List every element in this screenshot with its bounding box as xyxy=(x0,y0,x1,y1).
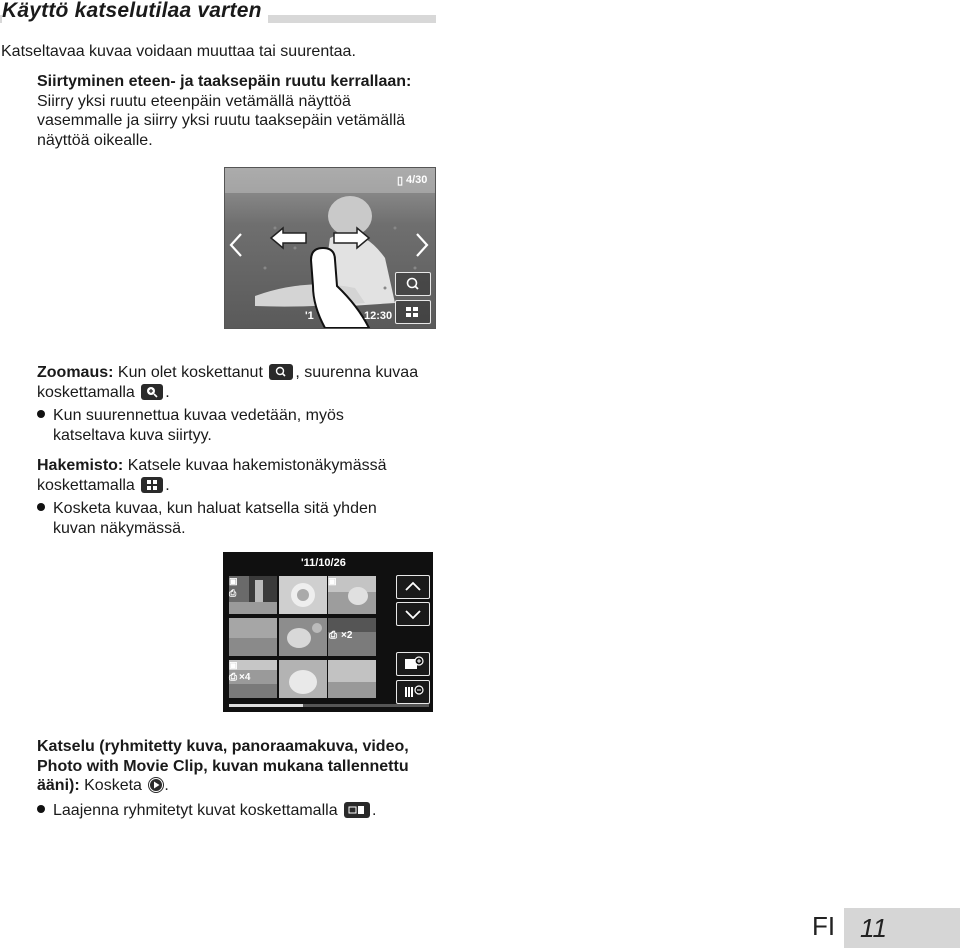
view-line-3-end: . xyxy=(164,777,169,794)
zoom-text-4: . xyxy=(165,383,170,401)
chevron-right-icon[interactable] xyxy=(414,232,430,258)
view-bullet-text: Laajenna ryhmitetyt kuvat koskettamalla xyxy=(53,801,338,819)
bullet-dot xyxy=(37,805,45,813)
view-line-2: Photo with Movie Clip, kuvan mukana tallennettu xyxy=(37,757,409,775)
index-text-2: koskettamalla xyxy=(37,476,135,494)
index-view-button[interactable] xyxy=(395,300,431,324)
thumbnail-8[interactable] xyxy=(279,660,327,698)
index-text-3: . xyxy=(165,476,170,494)
frame-nav-line-2: vasemmalle ja siirry yksi ruutu taaksepäin vetämällä xyxy=(37,112,406,129)
zoom-text-2: , suurenna kuvaa xyxy=(295,364,419,381)
viewing-paragraph xyxy=(37,737,477,820)
frame-nav-paragraph xyxy=(37,72,457,150)
zoom-button[interactable] xyxy=(395,272,431,296)
zoom-title: Zoomaus: xyxy=(37,364,114,381)
page-number-box xyxy=(844,908,960,948)
view-bullet-end: . xyxy=(372,801,377,819)
page-footer xyxy=(812,908,960,948)
frame-nav-title: Siirtyminen eteen- ja taaksepäin ruutu kerrallaan: xyxy=(37,73,412,90)
protect-icon-3: ▣ xyxy=(229,660,238,670)
print-count-badge: ×2 xyxy=(341,630,353,641)
playback-screen-index xyxy=(223,552,433,712)
section-heading xyxy=(0,0,436,28)
frame-counter-icon: ▯ xyxy=(397,175,404,187)
thumbnail-5[interactable] xyxy=(279,618,327,656)
bullet-dot xyxy=(37,503,45,511)
zoom-bullet-line-1: Kun suurennettua kuvaa vedetään, myös xyxy=(53,407,344,424)
zoom-text-1: Kun olet koskettanut xyxy=(117,364,263,381)
protect-icon-2: ▣ xyxy=(328,576,337,586)
date-fragment-2: 6 xyxy=(353,310,360,322)
magnifier-inline-icon xyxy=(269,364,293,380)
playback-screen-single xyxy=(224,167,436,329)
print-order-icon-2: ⎙ xyxy=(329,630,337,641)
thumbnail-2[interactable] xyxy=(279,576,327,614)
single-view-zoom-icon xyxy=(397,653,429,675)
print-order-icon: ⎙ xyxy=(229,588,237,598)
frame-nav-line-1: Siirry yksi ruutu eteenpäin vetämällä näyttöä xyxy=(37,92,351,110)
zoom-in-inline-icon xyxy=(141,384,163,400)
index-bullet-line-2: kuvan näkymässä. xyxy=(53,519,186,537)
view-line-3-text: Kosketa xyxy=(84,777,142,794)
play-inline-icon xyxy=(148,777,164,793)
print-order-icon-3: ⎙ xyxy=(229,672,237,683)
page-number: 11 xyxy=(860,913,887,943)
zoom-in-index-button[interactable] xyxy=(396,652,430,676)
index-bullet-line-1: Kosketa kuvaa, kun haluat katsella sitä yhden xyxy=(53,500,377,517)
intro-text: Katseltavaa kuvaa voidaan muuttaa tai suurentaa. xyxy=(1,43,356,60)
expand-group-inline-icon xyxy=(344,802,370,818)
language-code: FI xyxy=(812,911,836,941)
heading-text: Käyttö katselutilaa varten xyxy=(2,0,268,23)
index-date: '11/10/26 xyxy=(301,557,346,569)
date-fragment: '1 xyxy=(305,310,314,322)
index-grid-inline-icon xyxy=(141,477,163,493)
scroll-down-button[interactable] xyxy=(396,602,430,626)
index-paragraph xyxy=(37,456,457,538)
index-grid-icon xyxy=(396,301,430,323)
view-line-1: Katselu (ryhmitetty kuva, panoraamakuva, video, xyxy=(37,738,409,755)
index-title: Hakemisto: xyxy=(37,457,124,474)
index-text-1: Katsele kuvaa hakemistonäkymässä xyxy=(127,457,387,474)
chevron-left-icon[interactable] xyxy=(228,232,244,258)
thumbnail-9[interactable] xyxy=(328,660,376,698)
thumbnail-4[interactable] xyxy=(229,618,277,656)
scroll-up-button[interactable] xyxy=(396,575,430,599)
protect-icon: ▣ xyxy=(229,576,238,586)
zoom-bullet-line-2: katseltava kuva siirtyy. xyxy=(53,426,212,444)
chevron-down-icon xyxy=(397,603,429,625)
zoom-text-3: koskettamalla xyxy=(37,383,135,401)
frame-counter: 4/30 xyxy=(406,174,428,186)
zoom-paragraph xyxy=(37,363,457,445)
frame-nav-line-3: näyttöä oikealle. xyxy=(37,131,153,149)
magnifier-icon xyxy=(396,273,430,295)
calendar-view-icon xyxy=(397,681,429,703)
chevron-up-icon xyxy=(397,576,429,598)
print-count-badge-2: ×4 xyxy=(239,672,251,683)
time-display: 12:30 xyxy=(364,310,393,322)
zoom-out-index-button[interactable] xyxy=(396,680,430,704)
bullet-dot xyxy=(37,410,45,418)
view-line-3-bold: ääni): xyxy=(37,777,80,794)
scroll-thumb[interactable] xyxy=(229,704,303,707)
